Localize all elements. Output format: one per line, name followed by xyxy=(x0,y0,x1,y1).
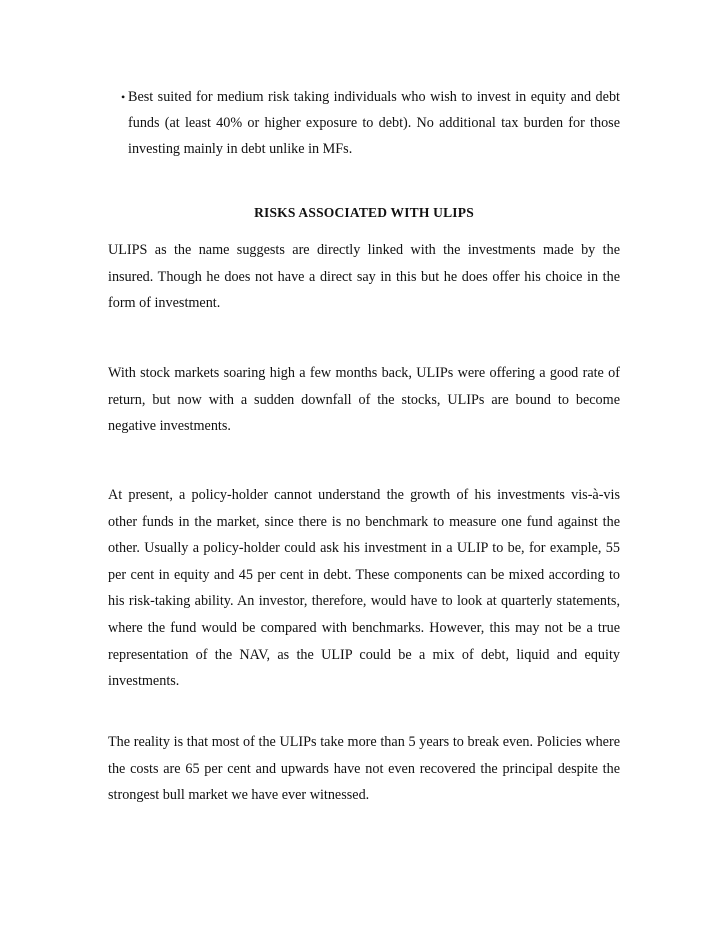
paragraph-line: where the fund would be compared with benchmarks. However, this may not be a true xyxy=(108,619,620,636)
paragraph-line: strongest bull market we have ever witnessed. xyxy=(108,787,370,804)
paragraph-line: per cent in equity and 45 per cent in debt. These components can be mixed according to xyxy=(108,566,620,583)
paragraph-line: his risk-taking ability. An investor, therefore, would have to look at quarterly statements, xyxy=(108,593,620,610)
paragraph-stock-markets xyxy=(108,360,620,440)
bullet-item xyxy=(121,84,620,162)
paragraph-line: With stock markets soaring high a few months back, ULIPs were offering a good rate of xyxy=(108,365,620,381)
paragraph-line: other. Usually a policy-holder could ask his investment in a ULIP to be, for example, 55 xyxy=(108,540,620,557)
paragraph-line: The reality is that most of the ULIPs take more than 5 years to break even. Policies where xyxy=(108,734,620,750)
paragraph-line: ULIPS as the name suggests are directly linked with the investments made by the xyxy=(108,242,620,258)
section-heading: RISKS ASSOCIATED WITH ULIPS xyxy=(254,205,474,220)
bullet-line: Best suited for medium risk taking individuals who wish to invest in equity and debt xyxy=(128,89,620,105)
bullet-dot-icon: • xyxy=(121,90,126,104)
paragraph-benchmark xyxy=(108,482,620,695)
paragraph-line: other funds in the market, since there is no benchmark to measure one fund against the xyxy=(108,513,620,530)
paragraph-line: representation of the NAV, as the ULIP could be a mix of debt, liquid and equity xyxy=(108,646,620,663)
paragraph-line: negative investments. xyxy=(108,418,231,435)
paragraph-line: return, but now with a sudden downfall of the stocks, ULIPs are bound to become xyxy=(108,391,620,408)
bullet-line: investing mainly in debt unlike in MFs. xyxy=(128,141,353,157)
paragraph-line: form of investment. xyxy=(108,295,221,312)
paragraph-line: investments. xyxy=(108,673,180,690)
paragraph-line: the costs are 65 per cent and upwards have not even recovered the principal despite the xyxy=(108,760,620,777)
paragraph-line: At present, a policy-holder cannot understand the growth of his investments vis-à-vis xyxy=(108,487,620,503)
paragraph-line: insured. Though he does not have a direct say in this but he does offer his choice in the xyxy=(108,268,620,285)
paragraph-break-even xyxy=(108,729,620,809)
bullet-line: funds (at least 40% or higher exposure to debt). No additional tax burden for those xyxy=(128,115,620,131)
paragraph-ulips-definition xyxy=(108,237,620,317)
